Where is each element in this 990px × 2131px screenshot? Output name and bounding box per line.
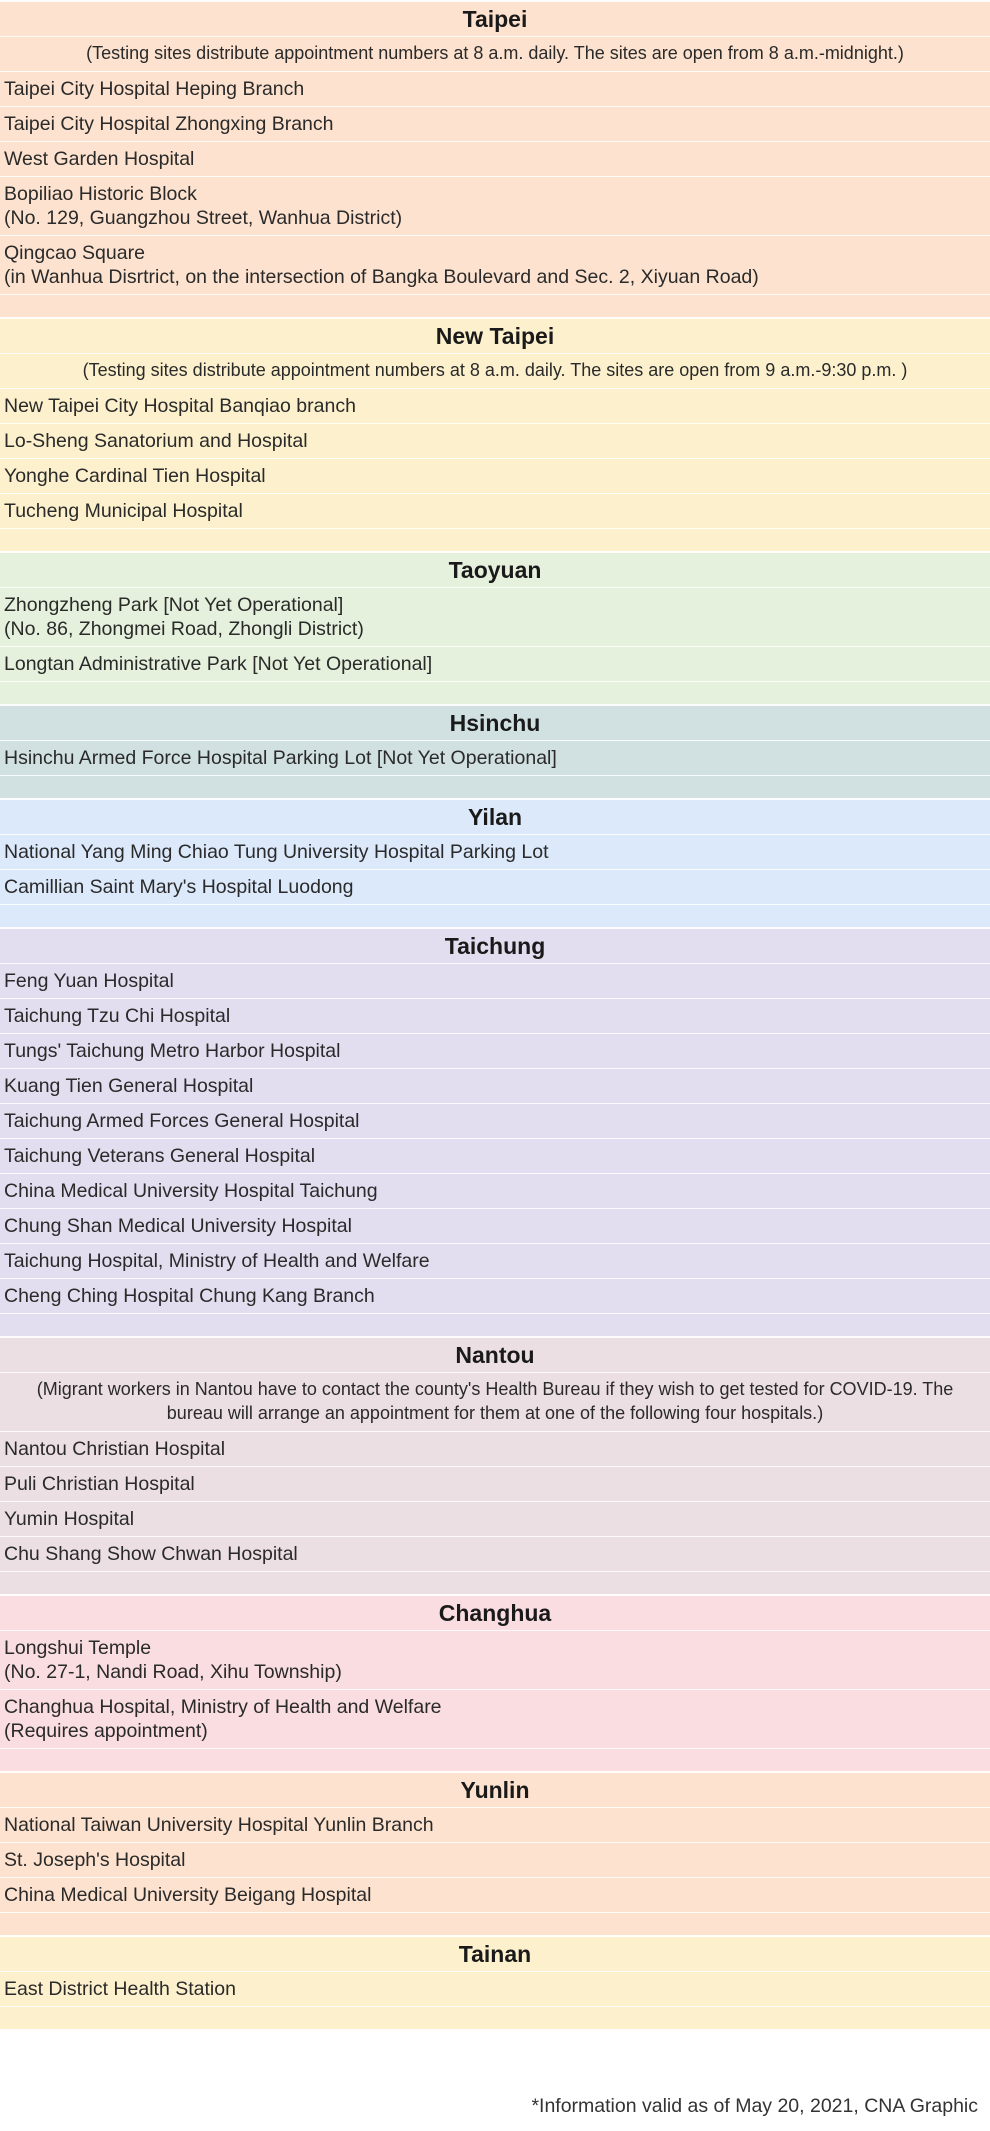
- site-name: Feng Yuan Hospital: [4, 970, 174, 992]
- section-spacer: [0, 2006, 990, 2029]
- site-row: [0, 1971, 990, 2006]
- site-name: Lo-Sheng Sanatorium and Hospital: [4, 430, 308, 452]
- site-row: [0, 587, 990, 646]
- region-title: Changhua: [438, 1600, 552, 1626]
- site-name: National Yang Ming Chiao Tung University Hospital Parking Lot: [4, 841, 549, 863]
- site-name: Bopiliao Historic Block: [4, 183, 197, 205]
- site-row: [0, 1208, 990, 1243]
- site-row: [0, 1630, 990, 1689]
- site-row: [0, 458, 990, 493]
- site-name: East District Health Station: [4, 1978, 236, 2000]
- site-row: [0, 423, 990, 458]
- site-name: Yonghe Cardinal Tien Hospital: [4, 465, 266, 487]
- region-section-taoyuan: [0, 551, 990, 704]
- site-row: [0, 1103, 990, 1138]
- site-row: [0, 1501, 990, 1536]
- site-row: [0, 1466, 990, 1501]
- region-title: New Taipei: [435, 323, 555, 349]
- site-row: [0, 71, 990, 106]
- site-name: New Taipei City Hospital Banqiao branch: [4, 395, 356, 417]
- site-row: [0, 1536, 990, 1571]
- site-name: Taichung Hospital, Ministry of Health and Welfare: [4, 1250, 430, 1272]
- section-spacer: [0, 681, 990, 704]
- site-name: Nantou Christian Hospital: [4, 1438, 226, 1460]
- site-row: [0, 388, 990, 423]
- site-name: West Garden Hospital: [4, 148, 195, 170]
- site-row: [0, 740, 990, 775]
- section-spacer: [0, 904, 990, 927]
- site-row: [0, 1068, 990, 1103]
- site-row: [0, 963, 990, 998]
- site-row: [0, 869, 990, 904]
- site-row: [0, 1877, 990, 1912]
- region-note: (Migrant workers in Nantou have to contact the county's Health Bureau if they wish to get tested for COVID-19. The bureau will arrange an appointment for them at one of the following four hospitals.): [0, 1372, 990, 1431]
- site-name: National Taiwan University Hospital Yunlin Branch: [4, 1814, 434, 1836]
- site-row: [0, 1138, 990, 1173]
- site-name: Taipei City Hospital Zhongxing Branch: [4, 113, 334, 135]
- section-spacer: [0, 1748, 990, 1771]
- region-section-taichung: [0, 927, 990, 1336]
- site-address: (in Wanhua Disrtrict, on the intersection of Bangka Boulevard and Sec. 2, Xiyuan Road): [4, 266, 759, 288]
- region-title: Tainan: [458, 1941, 532, 1967]
- region-title: Taipei: [462, 6, 528, 32]
- site-row: [0, 1842, 990, 1877]
- site-name: Changhua Hospital, Ministry of Health and Welfare: [4, 1696, 442, 1718]
- site-address: (No. 129, Guangzhou Street, Wanhua District): [4, 207, 403, 229]
- region-title: Nantou: [455, 1342, 535, 1368]
- site-name: Tucheng Municipal Hospital: [4, 500, 243, 522]
- footer-credit: *Information valid as of May 20, 2021, CNA Graphic: [531, 2095, 978, 2117]
- region-section-nantou: [0, 1336, 990, 1594]
- region-section-changhua: [0, 1594, 990, 1771]
- site-name: Camillian Saint Mary's Hospital Luodong: [4, 876, 354, 898]
- site-row: [0, 141, 990, 176]
- site-name: China Medical University Hospital Taichung: [4, 1180, 378, 1202]
- site-address: (Requires appointment): [4, 1720, 208, 1742]
- region-title: Yunlin: [460, 1777, 530, 1803]
- region-section-tainan: [0, 1935, 990, 2029]
- site-row: [0, 1689, 990, 1748]
- site-row: [0, 1431, 990, 1466]
- site-name: Longshui Temple: [4, 1637, 152, 1659]
- site-row: [0, 834, 990, 869]
- region-note: (Testing sites distribute appointment numbers at 8 a.m. daily. The sites are open from 9 a.m.-9:30 p.m. ): [0, 353, 990, 388]
- region-note: (Testing sites distribute appointment numbers at 8 a.m. daily. The sites are open from 8 a.m.-midnight.): [0, 36, 990, 71]
- region-title: Taichung: [444, 933, 546, 959]
- region-section-yilan: [0, 798, 990, 927]
- site-name: Cheng Ching Hospital Chung Kang Branch: [4, 1285, 375, 1307]
- site-name: St. Joseph's Hospital: [4, 1849, 186, 1871]
- site-row: [0, 235, 990, 294]
- region-section-hsinchu: [0, 704, 990, 798]
- site-name: Chung Shan Medical University Hospital: [4, 1215, 352, 1237]
- site-row: [0, 493, 990, 528]
- site-row: [0, 1243, 990, 1278]
- site-address: (No. 86, Zhongmei Road, Zhongli District): [4, 618, 364, 640]
- site-name: Longtan Administrative Park [Not Yet Operational]: [4, 653, 433, 675]
- region-title: Taoyuan: [448, 557, 542, 583]
- site-address: (No. 27-1, Nandi Road, Xihu Township): [4, 1661, 342, 1683]
- site-name: Yumin Hospital: [4, 1508, 135, 1530]
- site-name: Qingcao Square: [4, 242, 145, 264]
- site-name: Chu Shang Show Chwan Hospital: [4, 1543, 298, 1565]
- section-spacer: [0, 528, 990, 551]
- site-name: Kuang Tien General Hospital: [4, 1075, 254, 1097]
- site-name: Taichung Armed Forces General Hospital: [4, 1110, 360, 1132]
- site-row: [0, 106, 990, 141]
- site-name: Taichung Tzu Chi Hospital: [4, 1005, 231, 1027]
- region-section-taipei: [0, 0, 990, 317]
- region-title: Yilan: [467, 804, 523, 830]
- site-name: Zhongzheng Park [Not Yet Operational]: [4, 594, 344, 616]
- site-name: Taichung Veterans General Hospital: [4, 1145, 316, 1167]
- site-row: [0, 176, 990, 235]
- site-name: Taipei City Hospital Heping Branch: [4, 78, 305, 100]
- section-spacer: [0, 1912, 990, 1935]
- section-spacer: [0, 294, 990, 317]
- section-spacer: [0, 1571, 990, 1594]
- site-row: [0, 1033, 990, 1068]
- site-name: Tungs' Taichung Metro Harbor Hospital: [4, 1040, 341, 1062]
- region-title: Hsinchu: [449, 710, 541, 736]
- site-row: [0, 1807, 990, 1842]
- site-row: [0, 646, 990, 681]
- region-section-yunlin: [0, 1771, 990, 1935]
- site-row: [0, 1173, 990, 1208]
- site-name: China Medical University Beigang Hospital: [4, 1884, 372, 1906]
- site-name: Puli Christian Hospital: [4, 1473, 195, 1495]
- site-name: Hsinchu Armed Force Hospital Parking Lot [Not Yet Operational]: [4, 747, 557, 769]
- section-spacer: [0, 1313, 990, 1336]
- region-section-new-taipei: [0, 317, 990, 551]
- site-row: [0, 1278, 990, 1313]
- section-spacer: [0, 775, 990, 798]
- site-row: [0, 998, 990, 1033]
